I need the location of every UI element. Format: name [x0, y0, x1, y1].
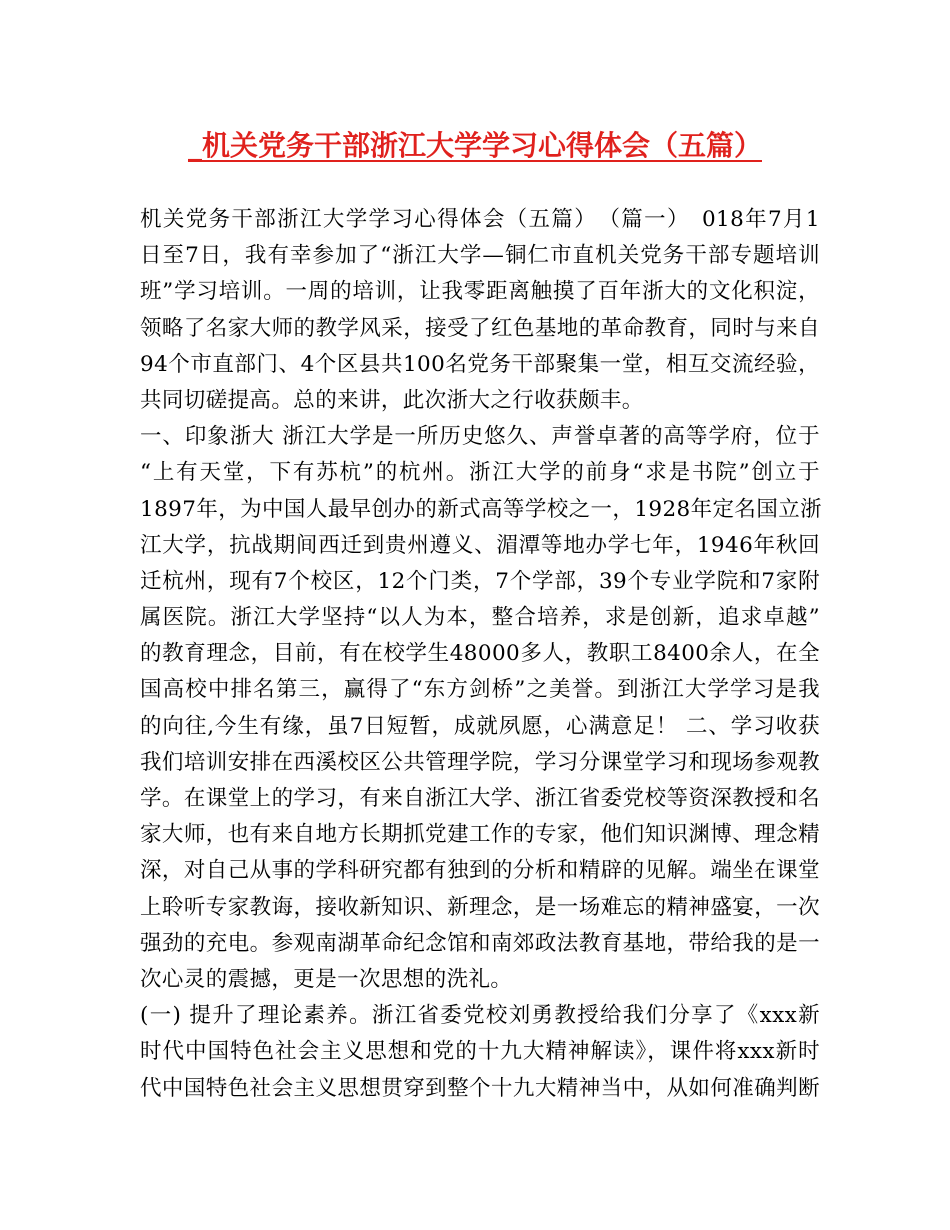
text-line: 属医院。浙江大学坚持“以人为本，整合培养，求是创新，追求卓越” — [140, 605, 820, 631]
text-line: 上聆听专家教诲，接收新知识、新理念，是一场难忘的精神盛宴，一次 — [140, 894, 820, 920]
document-body — [140, 202, 823, 1107]
text-line: 的向往,今生有缘，虽7日短暂，成就夙愿，心满意足！ 二、学习收获 — [140, 713, 820, 739]
text-line: 次心灵的震撼，更是一次思想的洗礼。 — [140, 966, 513, 992]
text-line: “上有天堂，下有苏杭”的杭州。浙江大学的前身“求是书院”创立于 — [140, 460, 820, 486]
text-line: 强劲的充电。参观南湖革命纪念馆和南郊政法教育基地，带给我的是一 — [140, 930, 820, 956]
text-line: 的教育理念，目前，有在校学生48000多人，教职工8400余人，在全 — [140, 641, 820, 667]
text-line: 我们培训安排在西溪校区公共管理学院，学习分课堂学习和现场参观教 — [140, 749, 820, 775]
text-line: 代中国特色社会主义思想贯穿到整个十九大精神当中，从如何准确判断 — [140, 1075, 820, 1101]
text-line: 时代中国特色社会主义思想和党的十九大精神解读》，课件将xxx新时 — [140, 1039, 820, 1065]
text-line: 日至7日，我有幸参加了“浙江大学—铜仁市直机关党务干部专题培训 — [140, 243, 820, 269]
text-line: 94个市直部门、4个区县共100名党务干部聚集一堂，相互交流经验， — [140, 351, 820, 377]
text-line: 领略了名家大师的教学风采，接受了红色基地的革命教育，同时与来自 — [140, 315, 820, 341]
text-line: 机关党务干部浙江大学学习心得体会（五篇） （篇一） 018年7月1 — [140, 207, 820, 232]
text-line: 国高校中排名第三，赢得了“东方剑桥”之美誉。到浙江大学学习是我 — [140, 677, 820, 703]
text-line: 1897年，为中国人最早创办的新式高等学校之一，1928年定名国立浙 — [140, 496, 823, 522]
text-line: 学。在课堂上的学习，有来自浙江大学、浙江省委党校等资深教授和名 — [140, 786, 820, 811]
document-title: _机关党务干部浙江大学学习心得体会（五篇） — [187, 129, 762, 162]
text-line: (一) 提升了理论素养。浙江省委党校刘勇教授给我们分享了《xxx新 — [140, 1003, 820, 1029]
text-line: 家大师，也有来自地方长期抓党建工作的专家，他们知识渊博、理念精 — [140, 822, 820, 848]
text-line: 一、印象浙大 浙江大学是一所历史悠久、声誉卓著的高等学府，位于 — [140, 424, 820, 450]
text-line: 班”学习培训。一周的培训，让我零距离触摸了百年浙大的文化积淀， — [140, 279, 820, 305]
text-line: 共同切磋提高。总的来讲，此次浙大之行收获颇丰。 — [140, 387, 644, 413]
text-line: 深，对自己从事的学科研究都有独到的分析和精辟的见解。端坐在课堂 — [140, 858, 820, 884]
text-line: 江大学，抗战期间西迁到贵州遵义、湄潭等地办学七年，1946年秋回 — [140, 532, 820, 558]
text-line: 迁杭州，现有7个校区，12个门类，7个学部，39个专业学院和7家附 — [140, 568, 820, 594]
